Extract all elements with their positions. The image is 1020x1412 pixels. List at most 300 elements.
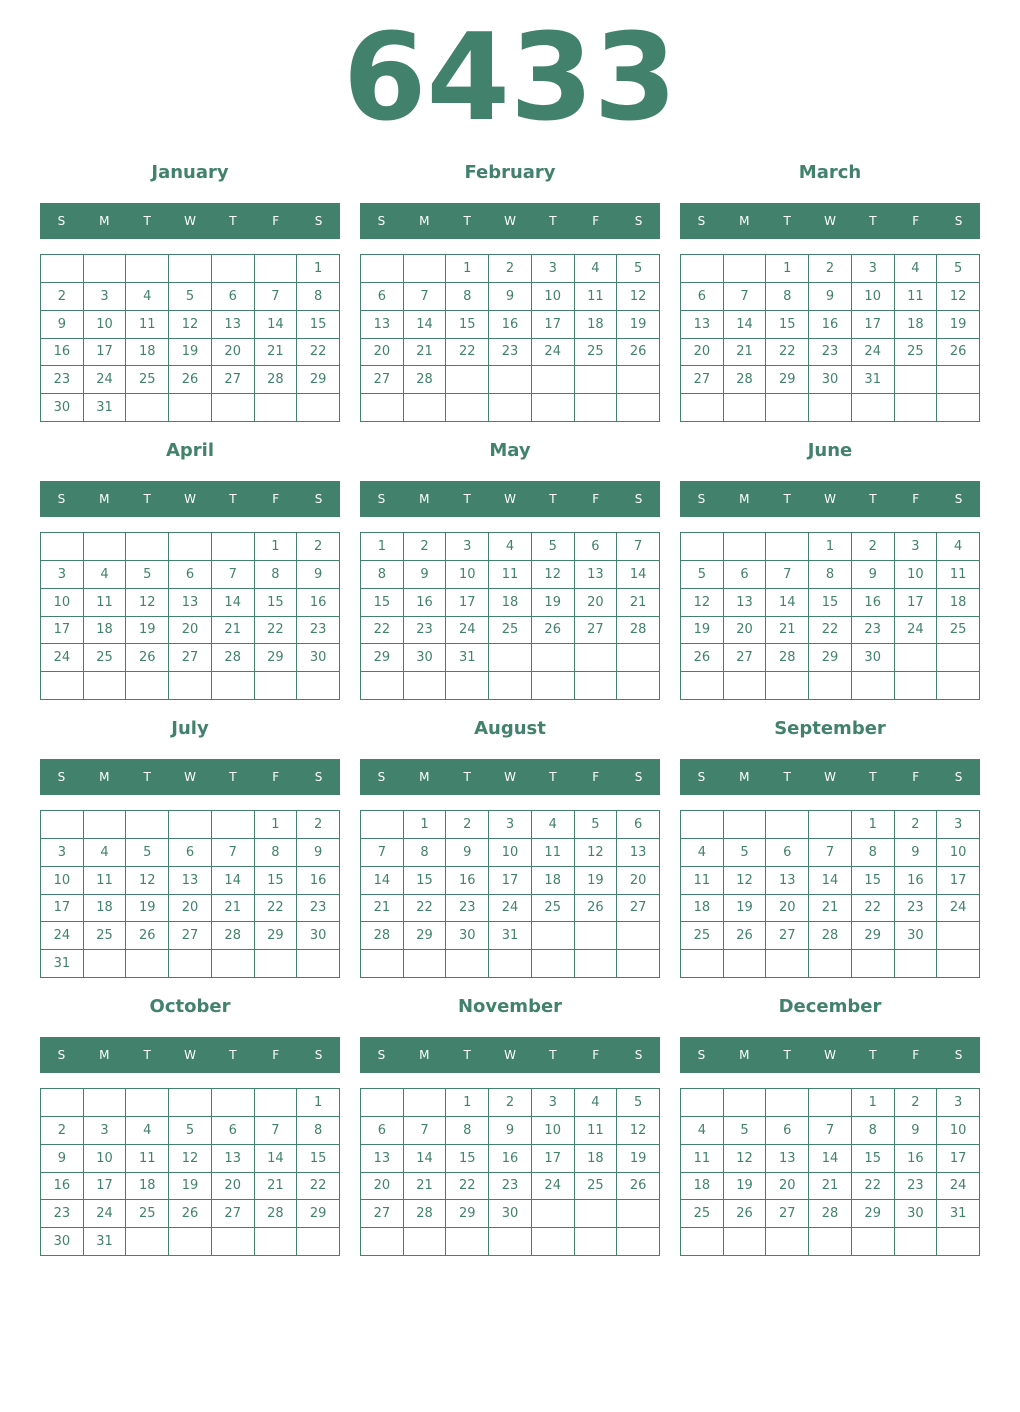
day-cell: 20 [169, 895, 212, 923]
day-cell: 21 [404, 1173, 447, 1201]
empty-cell [895, 366, 938, 394]
day-cell: 27 [361, 1200, 404, 1228]
weekday-label: W [824, 770, 836, 784]
day-cell: 15 [255, 867, 298, 895]
day-cell: 7 [766, 561, 809, 589]
day-cell: 28 [809, 922, 852, 950]
day-cell: 23 [404, 617, 447, 645]
day-cell: 13 [681, 311, 724, 339]
day-cell: 7 [809, 839, 852, 867]
day-cell: 30 [489, 1200, 532, 1228]
weekday-label: F [272, 1048, 280, 1062]
day-cell: 7 [404, 1117, 447, 1145]
month-july [40, 711, 340, 989]
day-cell: 13 [212, 311, 255, 339]
day-cell: 18 [84, 895, 127, 923]
day-cell: 22 [297, 1173, 340, 1201]
day-cell: 19 [532, 589, 575, 617]
day-cell: 28 [212, 922, 255, 950]
day-cell: 7 [255, 1117, 298, 1145]
day-cell: 8 [809, 561, 852, 589]
day-cell: 28 [404, 366, 447, 394]
day-cell: 5 [724, 1117, 767, 1145]
empty-cell [617, 644, 660, 672]
empty-cell [681, 672, 724, 700]
day-cell: 4 [937, 533, 980, 561]
day-cell: 11 [681, 867, 724, 895]
day-cell: 16 [404, 589, 447, 617]
day-cell: 20 [361, 1173, 404, 1201]
day-cell: 5 [532, 533, 575, 561]
day-cell: 4 [84, 561, 127, 589]
day-cell: 13 [361, 311, 404, 339]
day-cell: 5 [169, 1117, 212, 1145]
day-grid [680, 1088, 980, 1256]
day-cell: 6 [766, 839, 809, 867]
day-cell: 15 [361, 589, 404, 617]
day-cell: 18 [681, 895, 724, 923]
day-cell: 28 [724, 366, 767, 394]
day-cell: 24 [895, 617, 938, 645]
empty-cell [575, 1200, 618, 1228]
empty-cell [617, 1228, 660, 1256]
day-cell: 12 [169, 1145, 212, 1173]
weekday-header [680, 1037, 980, 1073]
day-cell: 2 [297, 533, 340, 561]
day-cell: 31 [489, 922, 532, 950]
day-cell: 4 [575, 1089, 618, 1117]
empty-cell [575, 922, 618, 950]
empty-cell [489, 394, 532, 422]
day-cell: 24 [41, 922, 84, 950]
day-cell: 14 [766, 589, 809, 617]
day-cell: 26 [126, 644, 169, 672]
day-grid [360, 810, 660, 978]
empty-cell [532, 644, 575, 672]
day-cell: 8 [361, 561, 404, 589]
day-cell: 28 [766, 644, 809, 672]
month-name: December [778, 996, 882, 1017]
weekday-label: M [99, 1048, 110, 1062]
empty-cell [532, 950, 575, 978]
day-cell: 27 [617, 895, 660, 923]
empty-cell [575, 644, 618, 672]
empty-cell [41, 672, 84, 700]
weekday-label: S [954, 214, 963, 228]
day-cell: 27 [766, 1200, 809, 1228]
weekday-label: S [377, 1048, 386, 1062]
day-cell: 20 [361, 339, 404, 367]
day-cell: 21 [724, 339, 767, 367]
day-cell: 22 [809, 617, 852, 645]
weekday-label: T [143, 492, 151, 506]
weekday-label: T [869, 214, 877, 228]
day-cell: 18 [126, 1173, 169, 1201]
day-cell: 19 [169, 1173, 212, 1201]
day-cell: 1 [404, 811, 447, 839]
empty-cell [446, 1228, 489, 1256]
day-cell: 18 [937, 589, 980, 617]
day-cell: 27 [212, 1200, 255, 1228]
day-cell: 23 [41, 366, 84, 394]
empty-cell [489, 672, 532, 700]
day-cell: 24 [489, 895, 532, 923]
day-cell: 30 [852, 644, 895, 672]
weekday-label: W [184, 492, 196, 506]
day-cell: 20 [766, 1173, 809, 1201]
empty-cell [575, 950, 618, 978]
day-cell: 15 [852, 1145, 895, 1173]
weekday-label: F [912, 1048, 920, 1062]
empty-cell [169, 394, 212, 422]
day-cell: 5 [617, 1089, 660, 1117]
weekday-label: W [184, 214, 196, 228]
day-cell: 2 [895, 1089, 938, 1117]
day-cell: 22 [446, 339, 489, 367]
weekday-label: T [869, 770, 877, 784]
month-name: May [489, 440, 531, 461]
day-cell: 27 [169, 644, 212, 672]
day-cell: 19 [126, 895, 169, 923]
day-cell: 30 [41, 1228, 84, 1256]
day-cell: 21 [809, 1173, 852, 1201]
day-cell: 21 [404, 339, 447, 367]
day-cell: 15 [446, 1145, 489, 1173]
empty-cell [809, 811, 852, 839]
day-grid [680, 810, 980, 978]
empty-cell [169, 255, 212, 283]
weekday-label: W [824, 492, 836, 506]
empty-cell [446, 366, 489, 394]
day-cell: 17 [446, 589, 489, 617]
day-cell: 22 [255, 617, 298, 645]
day-cell: 20 [724, 617, 767, 645]
empty-cell [361, 1089, 404, 1117]
weekday-label: T [549, 492, 557, 506]
empty-cell [532, 366, 575, 394]
day-cell: 7 [724, 283, 767, 311]
weekday-label: M [739, 770, 750, 784]
day-cell: 2 [446, 811, 489, 839]
day-cell: 16 [852, 589, 895, 617]
month-name: August [474, 718, 546, 739]
empty-cell [724, 950, 767, 978]
weekday-label: W [504, 214, 516, 228]
day-cell: 3 [84, 283, 127, 311]
day-cell: 8 [446, 1117, 489, 1145]
day-cell: 9 [446, 839, 489, 867]
weekday-label: T [549, 770, 557, 784]
weekday-label: S [314, 770, 323, 784]
day-cell: 29 [404, 922, 447, 950]
day-cell: 30 [895, 922, 938, 950]
empty-cell [361, 811, 404, 839]
day-cell: 5 [169, 283, 212, 311]
empty-cell [895, 950, 938, 978]
weekday-label: M [99, 492, 110, 506]
empty-cell [724, 255, 767, 283]
weekday-label: S [697, 492, 706, 506]
day-cell: 24 [84, 366, 127, 394]
empty-cell [84, 533, 127, 561]
day-cell: 4 [126, 1117, 169, 1145]
day-cell: 8 [404, 839, 447, 867]
day-cell: 10 [84, 1145, 127, 1173]
day-cell: 28 [255, 366, 298, 394]
month-name: September [774, 718, 886, 739]
day-cell: 17 [532, 311, 575, 339]
weekday-label: W [184, 1048, 196, 1062]
day-cell: 25 [681, 922, 724, 950]
day-cell: 18 [575, 1145, 618, 1173]
day-cell: 29 [361, 644, 404, 672]
day-cell: 28 [255, 1200, 298, 1228]
day-cell: 15 [297, 311, 340, 339]
day-cell: 13 [169, 589, 212, 617]
empty-cell [404, 394, 447, 422]
day-cell: 25 [575, 1173, 618, 1201]
day-cell: 13 [361, 1145, 404, 1173]
weekday-header [360, 203, 660, 239]
day-cell: 29 [255, 644, 298, 672]
weekday-label: M [419, 1048, 430, 1062]
day-cell: 28 [404, 1200, 447, 1228]
day-cell: 9 [489, 283, 532, 311]
empty-cell [489, 950, 532, 978]
day-grid [680, 532, 980, 700]
empty-cell [361, 1228, 404, 1256]
empty-cell [212, 811, 255, 839]
day-cell: 5 [575, 811, 618, 839]
day-cell: 9 [489, 1117, 532, 1145]
day-cell: 25 [489, 617, 532, 645]
day-cell: 23 [489, 339, 532, 367]
day-cell: 25 [84, 644, 127, 672]
empty-cell [255, 255, 298, 283]
day-cell: 20 [169, 617, 212, 645]
day-cell: 5 [681, 561, 724, 589]
empty-cell [489, 1228, 532, 1256]
day-cell: 8 [297, 1117, 340, 1145]
empty-cell [937, 394, 980, 422]
month-november [360, 989, 660, 1267]
empty-cell [41, 811, 84, 839]
weekday-label: T [463, 492, 471, 506]
empty-cell [255, 672, 298, 700]
day-cell: 22 [446, 1173, 489, 1201]
day-cell: 6 [724, 561, 767, 589]
day-cell: 22 [766, 339, 809, 367]
day-cell: 6 [212, 283, 255, 311]
empty-cell [126, 950, 169, 978]
day-cell: 15 [852, 867, 895, 895]
day-cell: 14 [617, 561, 660, 589]
empty-cell [361, 950, 404, 978]
day-cell: 31 [446, 644, 489, 672]
day-cell: 24 [532, 1173, 575, 1201]
day-cell: 10 [895, 561, 938, 589]
day-cell: 1 [766, 255, 809, 283]
empty-cell [724, 533, 767, 561]
day-cell: 3 [852, 255, 895, 283]
weekday-label: T [463, 770, 471, 784]
day-cell: 8 [446, 283, 489, 311]
empty-cell [766, 394, 809, 422]
day-cell: 24 [532, 339, 575, 367]
day-cell: 13 [724, 589, 767, 617]
day-cell: 21 [212, 617, 255, 645]
day-cell: 3 [937, 811, 980, 839]
day-cell: 10 [41, 867, 84, 895]
day-cell: 6 [681, 283, 724, 311]
day-cell: 11 [895, 283, 938, 311]
day-cell: 5 [724, 839, 767, 867]
day-grid [40, 254, 340, 422]
day-cell: 6 [361, 1117, 404, 1145]
day-cell: 26 [575, 895, 618, 923]
day-cell: 4 [126, 283, 169, 311]
weekday-header [40, 759, 340, 795]
empty-cell [126, 394, 169, 422]
weekday-header [40, 203, 340, 239]
empty-cell [126, 1228, 169, 1256]
day-cell: 14 [212, 589, 255, 617]
day-cell: 6 [617, 811, 660, 839]
empty-cell [126, 1089, 169, 1117]
empty-cell [809, 672, 852, 700]
day-cell: 7 [361, 839, 404, 867]
day-cell: 10 [489, 839, 532, 867]
day-cell: 21 [212, 895, 255, 923]
day-cell: 3 [446, 533, 489, 561]
day-cell: 18 [575, 311, 618, 339]
day-cell: 29 [852, 922, 895, 950]
day-cell: 31 [937, 1200, 980, 1228]
weekday-header [360, 759, 660, 795]
day-cell: 12 [724, 867, 767, 895]
weekday-label: W [504, 1048, 516, 1062]
empty-cell [297, 394, 340, 422]
weekday-label: T [549, 214, 557, 228]
weekday-label: S [954, 1048, 963, 1062]
day-cell: 12 [126, 589, 169, 617]
weekday-label: F [592, 1048, 600, 1062]
day-cell: 30 [404, 644, 447, 672]
day-grid [360, 532, 660, 700]
day-cell: 18 [681, 1173, 724, 1201]
day-cell: 9 [41, 1145, 84, 1173]
weekday-label: W [824, 214, 836, 228]
calendar-year-title: 6433 [343, 9, 677, 148]
empty-cell [41, 1089, 84, 1117]
day-cell: 26 [532, 617, 575, 645]
weekday-label: T [549, 1048, 557, 1062]
day-cell: 23 [895, 895, 938, 923]
weekday-label: F [912, 492, 920, 506]
weekday-label: S [697, 770, 706, 784]
day-cell: 28 [212, 644, 255, 672]
weekday-header [680, 203, 980, 239]
day-cell: 1 [852, 811, 895, 839]
day-cell: 8 [852, 1117, 895, 1145]
day-cell: 25 [895, 339, 938, 367]
day-cell: 15 [255, 589, 298, 617]
weekday-label: S [697, 1048, 706, 1062]
day-cell: 4 [895, 255, 938, 283]
day-cell: 14 [255, 1145, 298, 1173]
empty-cell [126, 811, 169, 839]
day-cell: 5 [617, 255, 660, 283]
day-cell: 26 [681, 644, 724, 672]
day-cell: 14 [212, 867, 255, 895]
empty-cell [766, 533, 809, 561]
day-cell: 27 [724, 644, 767, 672]
day-cell: 9 [404, 561, 447, 589]
empty-cell [297, 672, 340, 700]
empty-cell [446, 672, 489, 700]
month-june [680, 433, 980, 711]
day-cell: 4 [84, 839, 127, 867]
empty-cell [212, 533, 255, 561]
day-cell: 15 [766, 311, 809, 339]
day-cell: 23 [446, 895, 489, 923]
day-cell: 26 [937, 339, 980, 367]
day-cell: 27 [361, 366, 404, 394]
weekday-label: M [419, 492, 430, 506]
month-name: June [807, 440, 853, 461]
weekday-label: S [377, 770, 386, 784]
weekday-label: T [783, 214, 791, 228]
day-cell: 2 [41, 1117, 84, 1145]
empty-cell [532, 672, 575, 700]
weekday-label: S [634, 214, 643, 228]
day-cell: 10 [41, 589, 84, 617]
empty-cell [404, 1228, 447, 1256]
day-cell: 5 [937, 255, 980, 283]
day-cell: 21 [255, 1173, 298, 1201]
day-cell: 12 [724, 1145, 767, 1173]
day-cell: 21 [617, 589, 660, 617]
empty-cell [489, 644, 532, 672]
day-cell: 17 [532, 1145, 575, 1173]
empty-cell [937, 922, 980, 950]
day-cell: 11 [532, 839, 575, 867]
empty-cell [212, 394, 255, 422]
day-cell: 5 [126, 839, 169, 867]
weekday-label: S [954, 492, 963, 506]
day-cell: 8 [297, 283, 340, 311]
empty-cell [532, 922, 575, 950]
weekday-label: F [592, 492, 600, 506]
day-cell: 3 [532, 255, 575, 283]
day-cell: 25 [126, 366, 169, 394]
weekday-label: T [143, 770, 151, 784]
day-cell: 26 [617, 339, 660, 367]
day-cell: 16 [297, 589, 340, 617]
empty-cell [532, 1228, 575, 1256]
day-cell: 8 [255, 839, 298, 867]
day-cell: 3 [489, 811, 532, 839]
day-cell: 12 [532, 561, 575, 589]
empty-cell [895, 672, 938, 700]
day-cell: 23 [297, 617, 340, 645]
month-name: July [171, 718, 209, 739]
weekday-label: F [272, 492, 280, 506]
day-cell: 26 [617, 1173, 660, 1201]
day-cell: 27 [681, 366, 724, 394]
day-cell: 11 [84, 589, 127, 617]
weekday-label: M [739, 1048, 750, 1062]
